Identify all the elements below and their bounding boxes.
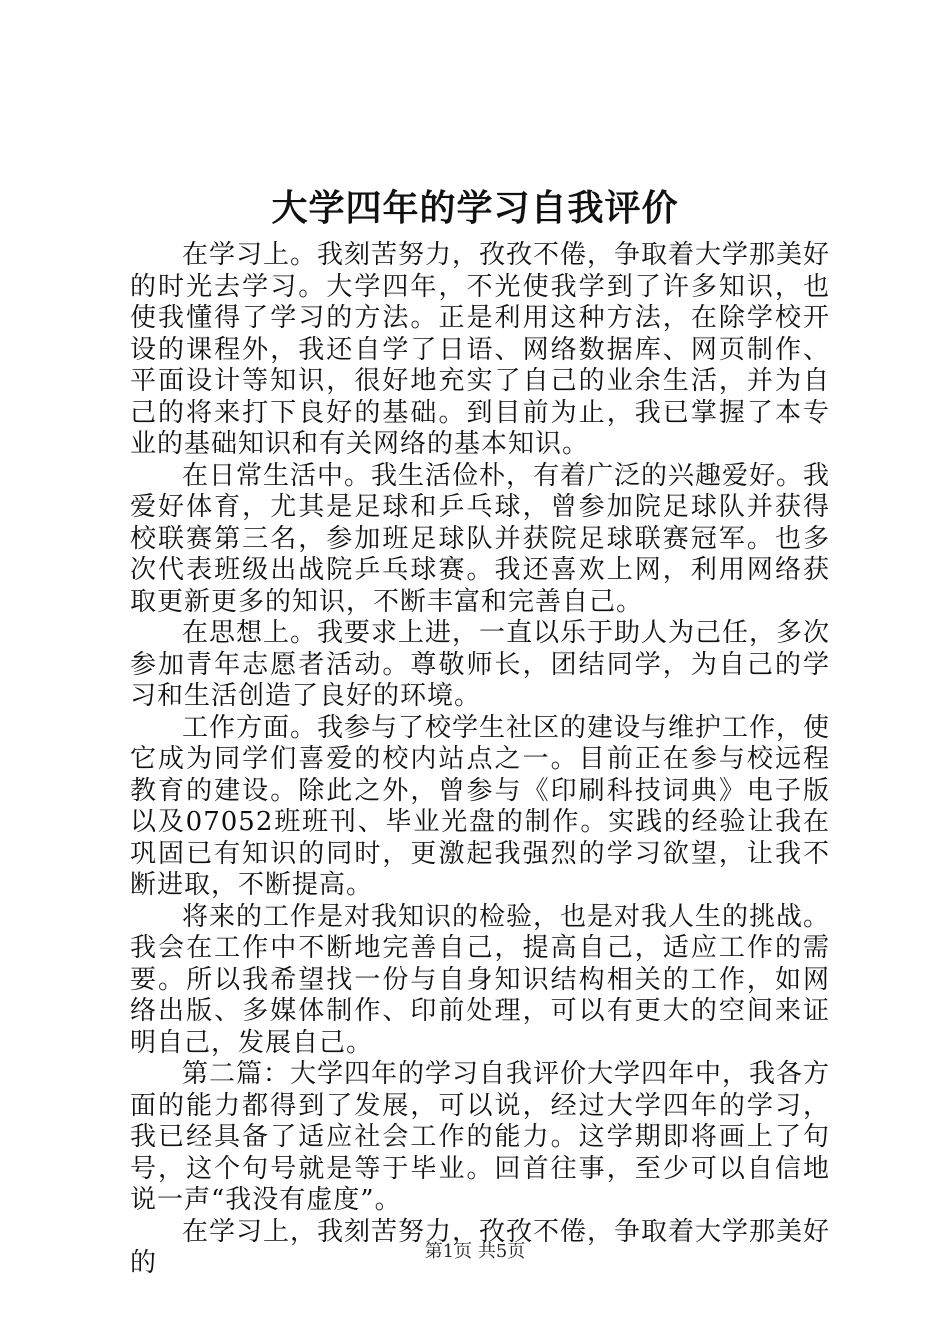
document-body [130, 240, 830, 1280]
paragraph-daily-life: 在日常生活中。我生活俭朴，有着广泛的兴趣爱好。我爱好体育，尤其是足球和乒乓球，曾参加院足球队并获得校联赛第三名，参加班足球队并获院足球联赛冠军。也多次代表班级出战院乒乓球赛。我还喜欢上网，利用网络获取更新更多的知识，不断丰富和完善自己。 [130, 460, 831, 617]
paragraph-future: 将来的工作是对我知识的检验，也是对我人生的挑战。我会在工作中不断地完善自己，提高自己，适应工作的需要。所以我希望找一份与自身知识结构相关的工作，如网络出版、多媒体制作、印前处理，可以有更大的空间来证明自己，发展自己。 [130, 901, 831, 1058]
paragraph-second-article: 第二篇：大学四年的学习自我评价大学四年中，我各方面的能力都得到了发展，可以说，经过大学四年的学习，我已经具备了适应社会工作的能力。这学期即将画上了句号，这个句号就是等于毕业。回首往事，至少可以自信地说一声“我没有虚度”。 [130, 1059, 831, 1215]
paragraph-study: 在学习上。我刻苦努力，孜孜不倦，争取着大学那美好的时光去学习。大学四年，不光使我学到了许多知识，也使我懂得了学习的方法。正是利用这种方法，在除学校开设的课程外，我还自学了日语、网络数据库、网页制作、平面设计等知识，很好地充实了自己的业余生活，并为自己的将来打下良好的基础。到目前为止，我已掌握了本专业的基础知识和有关网络的基本知识。 [130, 240, 831, 459]
document-title: 大学四年的学习自我评价 [271, 187, 679, 229]
paragraph-thought: 在思想上。我要求上进，一直以乐于助人为己任，多次参加青年志愿者活动。尊敬师长，团结同学，为自己的学习和生活创造了良好的环境。 [130, 618, 831, 711]
page-number-footer: 第1页 共5页 [424, 1241, 526, 1262]
paragraph-work: 工作方面。我参与了校学生社区的建设与维护工作，使它成为同学们喜爱的校内站点之一。目前正在参与校远程教育的建设。除此之外，曾参与《印刷科技词典》电子版以及07052班班刊、毕业光盘的制作。实践的经验让我在巩固已有知识的同时，更激起我强烈的学习欲望，让我不断进取，不断提高。 [130, 712, 831, 900]
paragraph-study-repeat: 在学习上，我刻苦努力，孜孜不倦，争取着大学那美好的 [130, 1216, 831, 1278]
